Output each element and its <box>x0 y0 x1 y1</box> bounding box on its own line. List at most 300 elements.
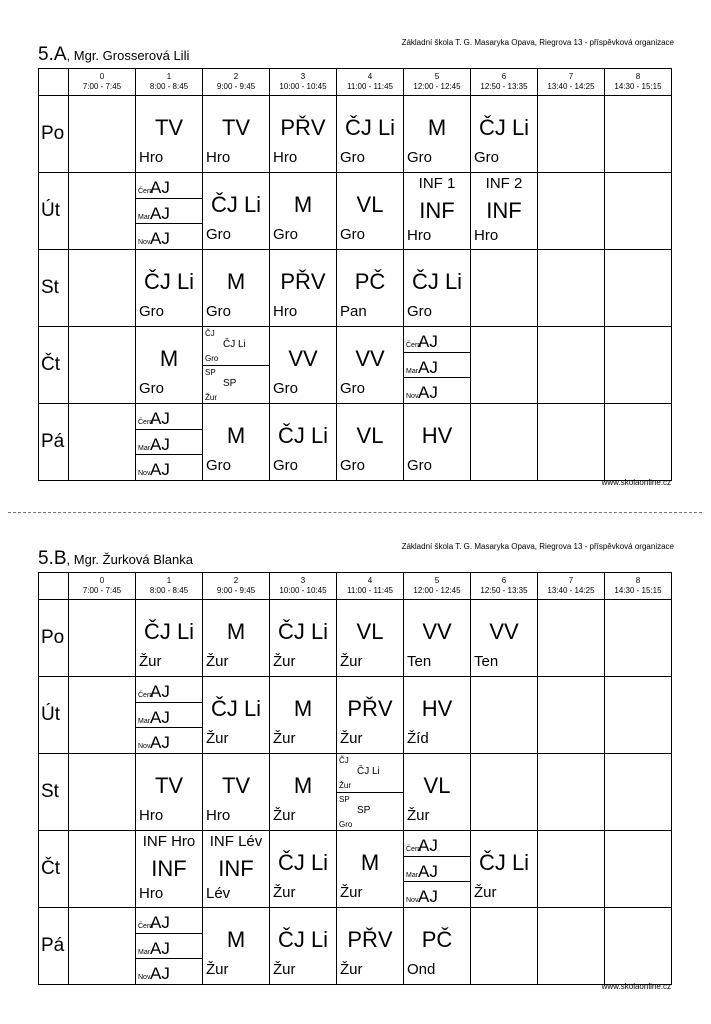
lesson <box>471 600 537 676</box>
group-lesson <box>404 831 470 907</box>
cell-body <box>270 831 336 907</box>
cell-body <box>337 96 403 172</box>
cell-body <box>538 96 604 172</box>
period-number: 3 <box>300 72 306 81</box>
cell-body <box>404 831 470 907</box>
lesson-teacher: Žur <box>407 807 430 824</box>
cell-body <box>337 600 403 676</box>
lesson-cell <box>471 600 538 677</box>
cell-body <box>337 250 403 326</box>
period-number: 1 <box>166 576 172 585</box>
lesson-teacher: Žur <box>273 884 296 901</box>
lesson-teacher: Gro <box>206 303 232 320</box>
cell-body <box>337 831 403 907</box>
lesson-subject: INF <box>151 856 187 881</box>
day-label: Pá <box>39 404 69 481</box>
cell-body <box>203 250 269 326</box>
lesson-cell <box>538 173 605 250</box>
lesson-group: INF 1 <box>418 175 456 192</box>
period-header <box>471 573 538 600</box>
cell-body <box>538 677 604 753</box>
lesson-cell <box>203 96 270 173</box>
group-teacher: Nov <box>406 897 419 904</box>
class-teacher: , Mgr. Žurková Blanka <box>66 552 193 567</box>
cell-body <box>538 754 604 830</box>
group-teacher: Nov <box>138 239 151 246</box>
cell-body <box>404 600 470 676</box>
cell-body <box>136 754 202 830</box>
group-subject: AJ <box>150 460 170 479</box>
lesson-cell <box>203 754 270 831</box>
cell-body <box>270 327 336 403</box>
lesson-cell <box>69 96 136 173</box>
group-part <box>136 198 202 224</box>
lesson-teacher: Žur <box>273 961 296 978</box>
lesson-cell <box>136 404 203 481</box>
period-number: 4 <box>367 72 373 81</box>
lesson-cell <box>136 250 203 327</box>
lesson-cell <box>136 908 203 985</box>
cell-body <box>136 600 202 676</box>
cell-body <box>69 600 135 676</box>
period-time: 14:30 - 15:15 <box>614 586 662 595</box>
group-subject: AJ <box>418 887 438 906</box>
lesson-teacher: Žur <box>340 730 363 747</box>
lesson-cell <box>471 250 538 327</box>
lesson <box>404 754 470 830</box>
group-subject: AJ <box>150 178 170 197</box>
cell-body <box>136 677 202 753</box>
lesson-teacher: Hro <box>139 149 164 166</box>
period-time: 11:00 - 11:45 <box>347 586 393 595</box>
lesson <box>404 908 470 984</box>
day-label: Po <box>39 96 69 173</box>
lesson-teacher: Ond <box>407 961 436 978</box>
cell-body <box>270 404 336 480</box>
lesson-cell <box>270 677 337 754</box>
lesson <box>136 250 202 326</box>
lesson-teacher: Žur <box>273 653 296 670</box>
day-label: Út <box>39 173 69 250</box>
lesson-cell <box>136 677 203 754</box>
lesson-teacher: Gro <box>273 226 299 243</box>
cell-body <box>404 96 470 172</box>
period-time: 13:40 - 14:25 <box>547 586 595 595</box>
lesson-cell <box>270 908 337 985</box>
period-number: 5 <box>434 72 440 81</box>
lesson-subject: PŘV <box>280 115 326 140</box>
lesson <box>404 677 470 753</box>
split-teacher: Žur <box>205 393 217 402</box>
group-teacher: Čern <box>406 846 422 853</box>
lesson-subject: HV <box>421 423 453 448</box>
group-teacher: Čern <box>138 692 154 699</box>
group-lesson <box>404 327 470 403</box>
timetable-sheet <box>0 30 711 490</box>
cell-body <box>203 677 269 753</box>
lesson <box>270 250 336 326</box>
lesson-subject: PČ <box>421 927 453 952</box>
cell-body <box>404 404 470 480</box>
lesson-teacher: Pan <box>340 303 367 320</box>
lesson-subject: M <box>293 696 313 721</box>
period-header <box>605 573 672 600</box>
lesson-teacher: Gro <box>340 149 366 166</box>
group-teacher: Mar <box>138 949 151 956</box>
cell-body <box>337 754 403 830</box>
lesson-teacher: Gro <box>340 380 366 397</box>
lesson <box>471 831 537 907</box>
lesson-cell <box>605 96 672 173</box>
lesson-cell <box>404 600 471 677</box>
group-teacher: Nov <box>138 470 151 477</box>
lesson-teacher: Žur <box>273 807 296 824</box>
lesson <box>404 96 470 172</box>
group-subject: AJ <box>150 435 170 454</box>
lesson <box>136 754 202 830</box>
cell-body <box>69 327 135 403</box>
lesson <box>136 831 202 907</box>
lesson-cell <box>538 754 605 831</box>
lesson-cell <box>69 754 136 831</box>
group-subject: AJ <box>150 204 170 223</box>
period-time: 12:00 - 12:45 <box>413 586 461 595</box>
group-part <box>404 327 470 352</box>
lesson-cell <box>337 677 404 754</box>
lesson <box>404 173 470 249</box>
lesson-cell <box>538 831 605 908</box>
lesson-cell <box>337 600 404 677</box>
split-subject: ČJ Li <box>223 339 246 350</box>
period-number: 0 <box>99 72 105 81</box>
lesson-cell <box>538 250 605 327</box>
lesson-subject: PŘV <box>347 927 393 952</box>
lesson-teacher: Gro <box>139 380 165 397</box>
split-label: SP <box>339 795 350 804</box>
lesson <box>270 831 336 907</box>
lesson-cell <box>471 677 538 754</box>
lesson <box>337 677 403 753</box>
group-part <box>404 856 470 882</box>
period-time: 8:00 - 8:45 <box>149 82 189 91</box>
group-teacher: Nov <box>138 743 151 750</box>
day-row <box>39 677 672 754</box>
lesson-cell <box>404 677 471 754</box>
lesson-subject: ČJ Li <box>277 619 329 644</box>
split-teacher: Žur <box>339 781 351 790</box>
lesson <box>337 404 403 480</box>
period-number: 4 <box>367 576 373 585</box>
group-subject: AJ <box>150 913 170 932</box>
day-row <box>39 831 672 908</box>
school-name: Základní škola T. G. Masaryka Opava, Riegrova 13 - příspěvková organizace <box>401 38 674 47</box>
cell-body <box>136 173 202 249</box>
lesson-cell <box>69 831 136 908</box>
cell-body <box>337 404 403 480</box>
lesson <box>203 250 269 326</box>
lesson-cell <box>337 404 404 481</box>
group-part <box>136 958 202 984</box>
cell-body <box>203 404 269 480</box>
lesson-cell <box>404 404 471 481</box>
lesson-cell <box>605 754 672 831</box>
lesson-cell <box>337 173 404 250</box>
period-time: 10:00 - 10:45 <box>279 586 327 595</box>
cell-body <box>136 96 202 172</box>
cell-body <box>471 831 537 907</box>
period-number: 0 <box>99 576 105 585</box>
lesson-teacher: Hro <box>206 807 231 824</box>
header-corner <box>39 69 69 96</box>
cell-body <box>270 908 336 984</box>
lesson-cell <box>270 327 337 404</box>
group-teacher: Čern <box>138 419 154 426</box>
group-lesson <box>136 173 202 249</box>
lesson-cell <box>203 327 270 404</box>
cell-body <box>203 327 269 403</box>
timetable-sheet <box>0 534 711 994</box>
cell-body <box>471 754 537 830</box>
lesson <box>337 173 403 249</box>
cell-body <box>69 96 135 172</box>
lesson-cell <box>203 250 270 327</box>
lesson-cell <box>69 173 136 250</box>
lesson-group: INF Hro <box>142 833 196 850</box>
lesson <box>337 600 403 676</box>
lesson-cell <box>471 327 538 404</box>
lesson-cell <box>605 404 672 481</box>
cell-body <box>203 600 269 676</box>
lesson-cell <box>538 677 605 754</box>
cell-body <box>270 250 336 326</box>
day-label: Čt <box>39 327 69 404</box>
split-part <box>337 792 403 831</box>
lesson-cell <box>270 96 337 173</box>
lesson-subject: M <box>360 850 380 875</box>
lesson-subject: ČJ Li <box>478 850 530 875</box>
period-time: 14:30 - 15:15 <box>614 82 662 91</box>
group-subject: AJ <box>150 682 170 701</box>
cell-body <box>69 831 135 907</box>
lesson-subject: ČJ Li <box>210 696 262 721</box>
lesson-subject: PŘV <box>347 696 393 721</box>
page-divider <box>8 512 702 513</box>
cell-body <box>538 831 604 907</box>
lesson <box>136 600 202 676</box>
lesson <box>203 831 269 907</box>
group-teacher: Čern <box>138 923 154 930</box>
period-header <box>404 69 471 96</box>
cell-body <box>270 677 336 753</box>
period-time: 10:00 - 10:45 <box>279 82 327 91</box>
day-label: St <box>39 754 69 831</box>
cell-body <box>136 250 202 326</box>
timetable-grid <box>38 68 672 481</box>
lesson-subject: INF <box>419 198 455 223</box>
lesson-teacher: Hro <box>139 807 164 824</box>
lesson <box>203 404 269 480</box>
cell-body <box>538 908 604 984</box>
lesson-cell <box>404 908 471 985</box>
timetable-grid <box>38 572 672 985</box>
lesson <box>203 600 269 676</box>
group-part <box>404 881 470 907</box>
lesson-subject: M <box>226 619 246 644</box>
lesson-cell <box>69 404 136 481</box>
lesson-subject: ČJ Li <box>411 269 463 294</box>
period-time: 12:50 - 13:35 <box>480 82 528 91</box>
lesson-cell <box>471 173 538 250</box>
split-label: ČJ <box>205 329 215 338</box>
period-number: 8 <box>635 576 641 585</box>
period-number: 1 <box>166 72 172 81</box>
day-row <box>39 600 672 677</box>
lesson-subject: VL <box>356 192 384 217</box>
day-label: Pá <box>39 908 69 985</box>
day-label: Po <box>39 600 69 677</box>
lesson-cell <box>136 96 203 173</box>
footer-url: www.skolaonline.cz <box>601 478 671 487</box>
lesson-cell <box>471 754 538 831</box>
school-name: Základní škola T. G. Masaryka Opava, Riegrova 13 - příspěvková organizace <box>401 542 674 551</box>
lesson-cell <box>203 404 270 481</box>
cell-body <box>404 327 470 403</box>
period-header <box>538 573 605 600</box>
cell-body <box>203 96 269 172</box>
lesson-cell <box>270 404 337 481</box>
group-teacher: Nov <box>406 393 419 400</box>
period-header <box>136 69 203 96</box>
cell-body <box>538 327 604 403</box>
lesson-teacher: Žur <box>340 961 363 978</box>
cell-body <box>337 908 403 984</box>
lesson <box>270 754 336 830</box>
lesson-cell <box>404 96 471 173</box>
class-name: 5.A <box>38 44 67 65</box>
lesson <box>337 831 403 907</box>
lesson-subject: TV <box>154 773 184 798</box>
group-subject: AJ <box>150 708 170 727</box>
lesson-subject: ČJ Li <box>210 192 262 217</box>
lesson-teacher: Gro <box>474 149 500 166</box>
lesson-teacher: Žur <box>206 653 229 670</box>
group-part <box>136 454 202 480</box>
lesson <box>270 173 336 249</box>
day-label: St <box>39 250 69 327</box>
lesson-cell <box>337 250 404 327</box>
lesson-cell <box>605 327 672 404</box>
lesson-subject: VL <box>423 773 451 798</box>
cell-body <box>605 754 671 830</box>
lesson <box>270 327 336 403</box>
lesson-cell <box>471 831 538 908</box>
lesson-cell <box>605 250 672 327</box>
day-row <box>39 404 672 481</box>
lesson-subject: M <box>226 269 246 294</box>
lesson-cell <box>69 908 136 985</box>
period-number: 2 <box>233 72 239 81</box>
group-part <box>136 173 202 198</box>
period-time: 9:00 - 9:45 <box>216 586 256 595</box>
lesson-cell <box>538 404 605 481</box>
cell-body <box>605 250 671 326</box>
period-number: 7 <box>568 576 574 585</box>
lesson <box>404 250 470 326</box>
cell-body <box>605 600 671 676</box>
group-part <box>404 831 470 856</box>
lesson-cell <box>337 96 404 173</box>
group-teacher: Mar <box>138 445 151 452</box>
lesson-cell <box>605 677 672 754</box>
split-teacher: Gro <box>205 354 219 363</box>
header-row <box>39 573 672 600</box>
period-time: 8:00 - 8:45 <box>149 586 189 595</box>
lesson <box>270 600 336 676</box>
group-part <box>136 223 202 249</box>
lesson-teacher: Žur <box>273 730 296 747</box>
lesson-cell <box>337 908 404 985</box>
period-header <box>69 573 136 600</box>
cell-body <box>337 677 403 753</box>
group-subject: AJ <box>150 939 170 958</box>
split-part <box>203 365 269 404</box>
cell-body <box>203 173 269 249</box>
group-part <box>136 727 202 753</box>
cell-body <box>136 908 202 984</box>
lesson-subject: ČJ Li <box>277 423 329 448</box>
lesson <box>337 96 403 172</box>
lesson-subject: TV <box>221 115 251 140</box>
lesson <box>270 404 336 480</box>
lesson-cell <box>605 908 672 985</box>
cell-body <box>605 831 671 907</box>
header-row <box>39 69 672 96</box>
lesson-cell <box>270 754 337 831</box>
lesson <box>404 600 470 676</box>
period-header <box>605 69 672 96</box>
group-subject: AJ <box>150 733 170 752</box>
cell-body <box>270 754 336 830</box>
lesson-cell <box>605 831 672 908</box>
lesson-subject: M <box>226 423 246 448</box>
split-part <box>337 754 403 792</box>
cell-body <box>605 908 671 984</box>
lesson-teacher: Gro <box>407 303 433 320</box>
period-header <box>69 69 136 96</box>
lesson-subject: PČ <box>354 269 386 294</box>
lesson-cell <box>69 327 136 404</box>
lesson-subject: INF <box>218 856 254 881</box>
day-row <box>39 96 672 173</box>
day-row <box>39 250 672 327</box>
lesson-subject: M <box>159 346 179 371</box>
lesson-subject: VV <box>422 619 452 644</box>
lesson-subject: ČJ Li <box>143 619 195 644</box>
period-header <box>404 573 471 600</box>
lesson-cell <box>337 831 404 908</box>
lesson-group: INF Lév <box>209 833 263 850</box>
lesson-subject: M <box>293 192 313 217</box>
cell-body <box>136 327 202 403</box>
cell-body <box>538 250 604 326</box>
cell-body <box>270 600 336 676</box>
period-number: 2 <box>233 576 239 585</box>
lesson-cell <box>605 600 672 677</box>
lesson <box>471 173 537 249</box>
lesson-teacher: Žíd <box>407 730 429 747</box>
cell-body <box>203 754 269 830</box>
lesson-teacher: Gro <box>139 303 165 320</box>
